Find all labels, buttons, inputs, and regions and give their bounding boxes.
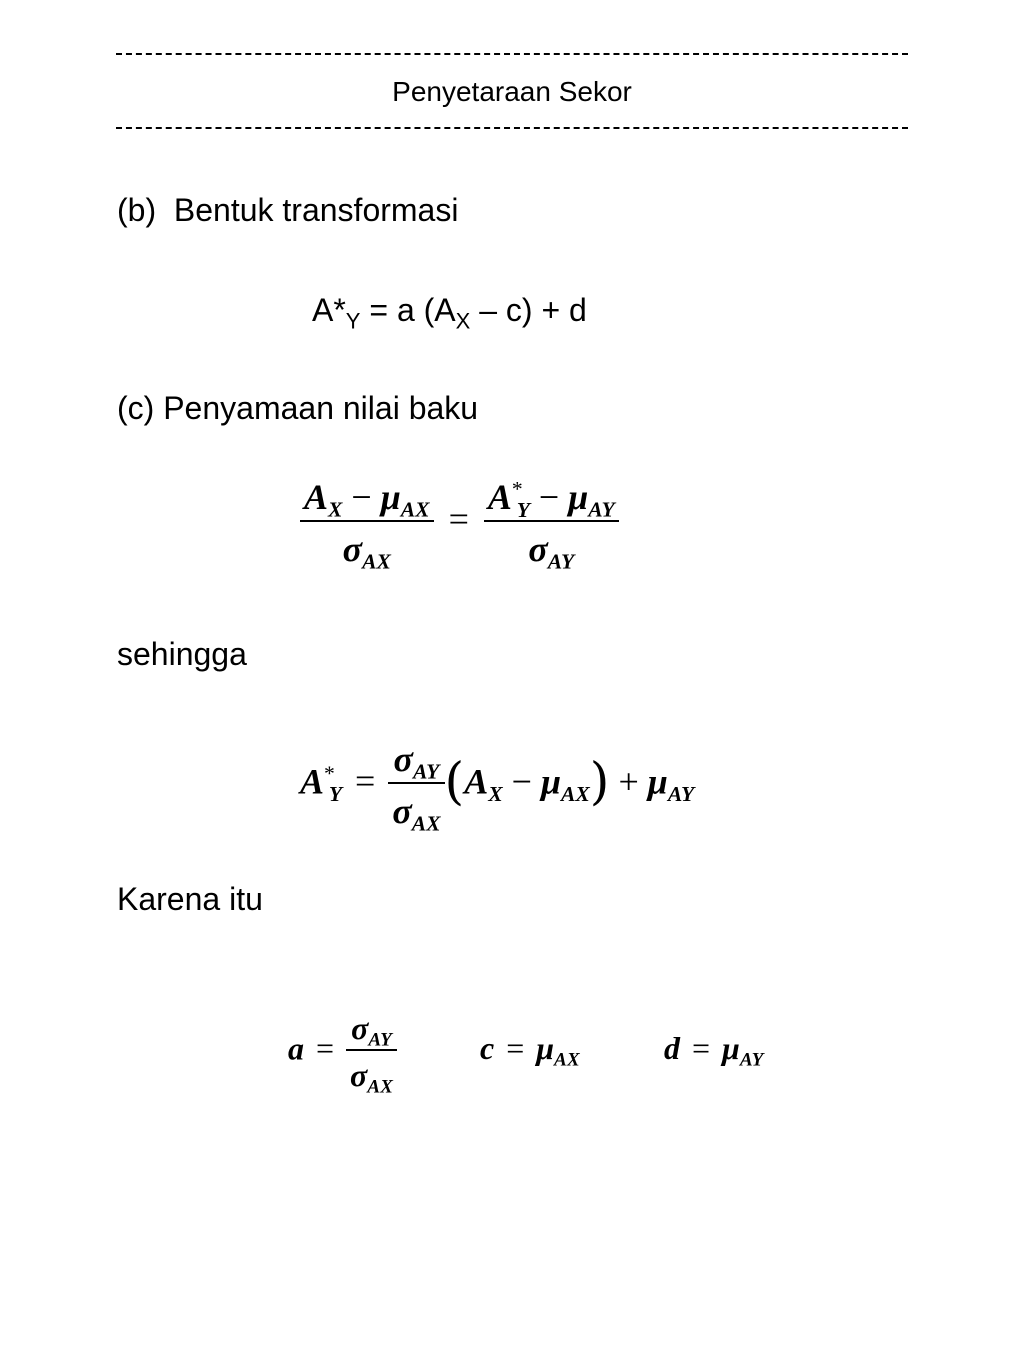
standard-score-equation [300,476,619,574]
solved-equation: $A^*_Y$ = $\frac{\sigma_{AY}}{\sigma_{AX}}$ $(A_X - \mu_{AX}) + \mu_{AY}$ [300,739,695,836]
fraction-y [484,476,619,574]
section-b-heading: (b) Bentuk transformasi [117,192,459,228]
fraction-y-denominator: $\sigma_{AY}$ [528,529,575,574]
ratio-fraction [388,738,444,836]
coefficient-a: a = $\frac{\sigma_{AY}}{\sigma_{AX}}$ [288,1010,397,1094]
karena-text: Karena itu [117,881,263,917]
section-c-heading: (c) Penyamaan nilai baku [117,390,479,426]
coefficient-d: $d = \mu_{AY}$ [664,1030,764,1071]
formula-tail: – c) + d [470,292,587,328]
formula-lhs-sub: Y [345,308,361,334]
ratio-denominator: $\sigma_{AX}$ [392,791,441,836]
fraction-y-numerator: $A^*_Y - \mu_{AY}$ [487,477,615,522]
formula-lhs: A* [312,292,346,328]
sehingga-text: sehingga [117,636,247,672]
fraction-x-numerator: $A_X - \mu_{AX}$ [304,477,430,522]
header-rule-bottom [116,127,908,129]
formula-mid: = a (A [360,292,456,328]
fraction-x-denominator: $\sigma_{AX}$ [342,529,391,574]
page-title: Penyetaraan Sekor [392,76,632,107]
fraction-x [300,476,434,574]
formula-mid-sub: X [455,308,471,334]
coefficient-a-fraction: $\frac{\sigma_{AY}}{\sigma_{AX}}$ [346,1010,397,1094]
equals-sign: = [448,499,469,540]
header-rule-top [116,53,908,55]
ratio-numerator: $\sigma_{AY}$ [393,739,440,784]
transform-formula [312,292,587,334]
coefficient-c: $c = \mu_{AX}$ [480,1030,580,1071]
